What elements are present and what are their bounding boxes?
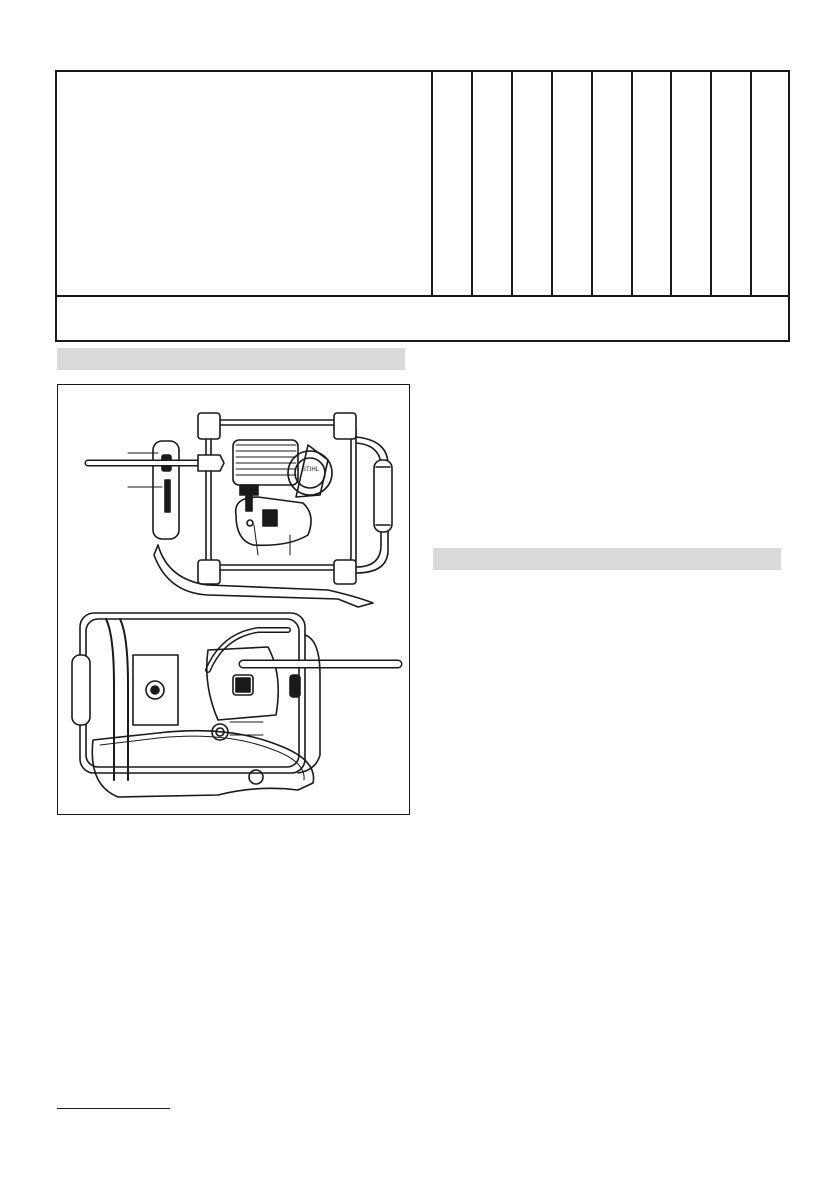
table-header-label bbox=[57, 72, 431, 295]
footnote-divider bbox=[57, 1108, 170, 1109]
maintenance-table bbox=[55, 70, 790, 342]
table-column bbox=[511, 72, 551, 295]
table-column bbox=[591, 72, 631, 295]
footnote-text bbox=[57, 1114, 757, 1134]
section-heading-right bbox=[433, 548, 781, 570]
table-column bbox=[670, 72, 710, 295]
top-view bbox=[88, 413, 392, 607]
machine-line-drawing bbox=[58, 385, 409, 814]
table-column bbox=[710, 72, 750, 295]
table-footnote-row bbox=[57, 297, 788, 340]
section-heading-left bbox=[57, 348, 405, 370]
machine-illustration bbox=[57, 384, 410, 815]
table-column bbox=[631, 72, 670, 295]
svg-text:STIHL: STIHL bbox=[302, 467, 320, 473]
table-column bbox=[471, 72, 511, 295]
table-column bbox=[750, 72, 788, 295]
table-column bbox=[431, 72, 471, 295]
table-column bbox=[551, 72, 591, 295]
table-header-row bbox=[57, 72, 788, 297]
bottom-view bbox=[72, 613, 398, 797]
